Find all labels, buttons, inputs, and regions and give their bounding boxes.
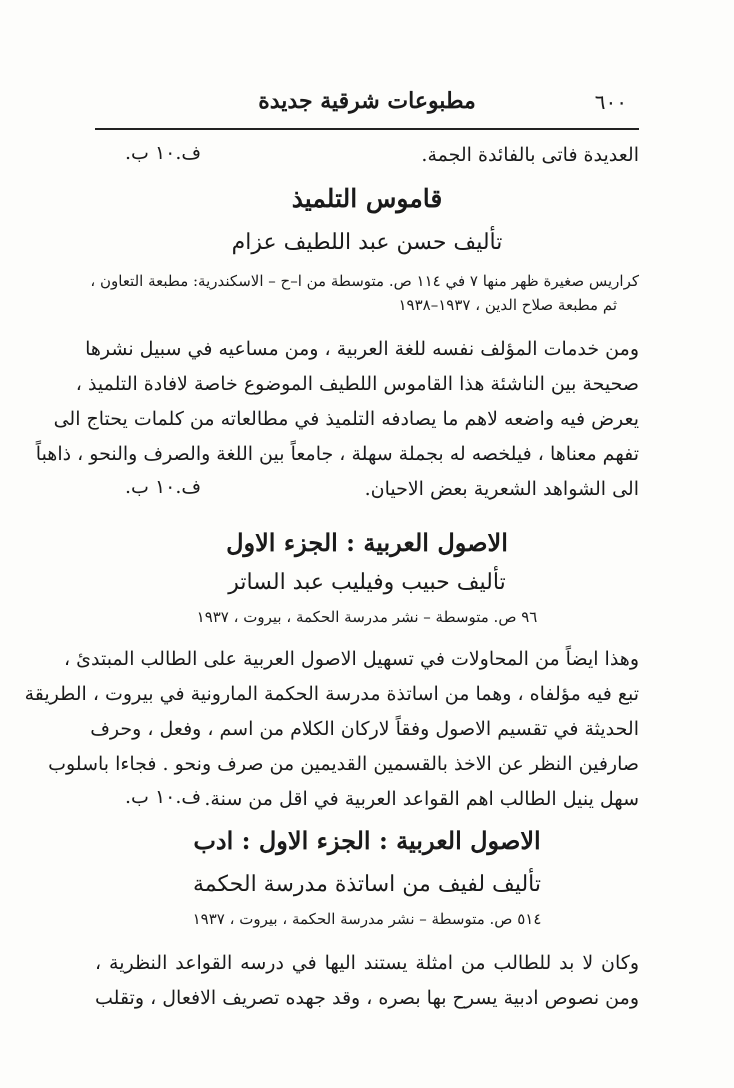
reviewer-signature: ف.١٠ ب. [125, 142, 202, 164]
entry-title: الاصول العربية : الجزء الاول [226, 528, 508, 557]
review-entry [24, 528, 639, 846]
publication-info: ٩٦ ص. متوسطة – نشر مدرسة الحكمة ، بيروت ، ١٩٣٧ [196, 608, 538, 626]
paragraph-line: تبع فيه مؤلفاه ، وهما من اساتذة مدرسة الحكمة المارونية في بيروت ، الطريقة [24, 683, 639, 705]
reviewer-signature: ف.١٠ ب. [125, 786, 202, 808]
paragraph-line: وكان لا بد للطالب من امثلة يستند اليها في درسه القواعد النظرية ، [95, 952, 639, 974]
entry-author: تأليف حسن عبد اللطيف عزام [231, 230, 503, 255]
paragraph-line: تفهم معناها ، فيلخصه له بجملة سهلة ، جامعاً بين اللغة والصرف والنحو ، ذاهباً [35, 443, 639, 465]
paragraph-line: ومن نصوص ادبية يسرح بها بصره ، وقد جهده تصريف الافعال ، وتقلب [95, 987, 639, 1009]
paragraph-line: صحيحة بين الناشئة هذا القاموس اللطيف الموضوع خاصة لافادة التلميذ ، [75, 373, 639, 395]
paragraph-line: الحديثة في تقسيم الاصول وفقاً لاركان الكلام من اسم ، وفعل ، وحرف [90, 718, 639, 740]
entry-title: قاموس التلميذ [291, 184, 443, 213]
paragraph-line: وهذا ايضاً من المحاولات في تسهيل الاصول العربية على الطالب المبتدئ ، [63, 648, 639, 670]
publication-info: ثم مطبعة صلاح الدين ، ١٩٣٧–١٩٣٨ [398, 296, 617, 314]
publication-info: كراريس صغيرة ظهر منها ٧ في ١١٤ ص. متوسطة من ا–ح – الاسكندرية: مطبعة التعاون ، [90, 272, 639, 290]
review-entry [95, 826, 639, 1026]
entry-title: الاصول العربية : الجزء الاول : ادب [193, 826, 541, 855]
running-title: مطبوعات شرقية جديدة [258, 88, 476, 114]
header-rule [95, 128, 639, 130]
paragraph-line: يعرض فيه واضعه لاهم ما يصادفه التلميذ في مطالعاته من كلمات يحتاج الى [53, 408, 639, 430]
publication-info: ٥١٤ ص. متوسطة – نشر مدرسة الحكمة ، بيروت ، ١٩٣٧ [192, 910, 542, 928]
review-entry [35, 184, 639, 510]
paragraph-line: صارفين النظر عن الاخذ بالقسمين القديمين من صرف ونحو . فجاءا باسلوب [48, 753, 639, 775]
entry-author: تأليف لفيف من اساتذة مدرسة الحكمة [193, 872, 541, 897]
reviewer-signature: ف.١٠ ب. [125, 476, 202, 498]
carryover-text: العديدة فاتى بالفائدة الجمة. [421, 144, 639, 166]
page-header [95, 88, 639, 122]
page-number: ٦٠٠ [594, 90, 627, 114]
paragraph-line: ومن خدمات المؤلف نفسه للغة العربية ، ومن مساعيه في سبيل نشرها [85, 338, 639, 360]
paragraph-line: الى الشواهد الشعرية بعض الاحيان. [364, 478, 639, 500]
carryover-review [95, 140, 639, 174]
entry-author: تأليف حبيب وفيليب عبد الساتر [228, 570, 506, 595]
paragraph-line: سهل ينيل الطالب اهم القواعد العربية في اقل من سنة. [204, 788, 639, 810]
